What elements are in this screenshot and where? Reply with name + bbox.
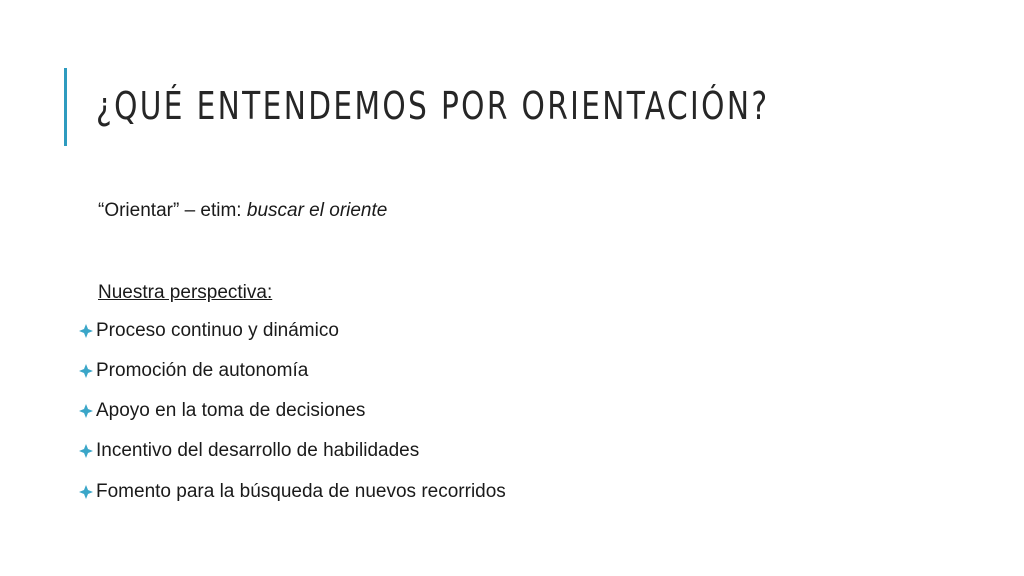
diamond-bullet-icon: [78, 443, 94, 459]
etymology-quote: “Orientar” – etim:: [98, 200, 247, 221]
bullet-text: Promoción de autonomía: [96, 360, 309, 381]
bullet-text: Proceso continuo y dinámico: [96, 320, 339, 341]
bullet-text: Fomento para la búsqueda de nuevos recorridos: [96, 481, 506, 502]
list-item: [78, 320, 339, 342]
slide-title: ¿QUÉ ENTENDEMOS POR ORIENTACIÓN?: [96, 84, 770, 128]
diamond-bullet-icon: [78, 484, 94, 500]
diamond-bullet-icon: [78, 403, 94, 419]
list-item: [78, 440, 419, 462]
bullet-text: Apoyo en la toma de decisiones: [96, 400, 366, 421]
etymology-line: [98, 200, 387, 222]
list-item: [78, 400, 365, 422]
diamond-bullet-icon: [78, 323, 94, 339]
perspective-heading: Nuestra perspectiva:: [98, 282, 273, 303]
bullet-text: Incentivo del desarrollo de habilidades: [96, 440, 420, 461]
list-item: [78, 360, 308, 382]
diamond-bullet-icon: [78, 363, 94, 379]
title-accent-bar: [64, 68, 67, 146]
etymology-meaning: buscar el oriente: [246, 200, 388, 221]
list-item: [78, 481, 506, 503]
